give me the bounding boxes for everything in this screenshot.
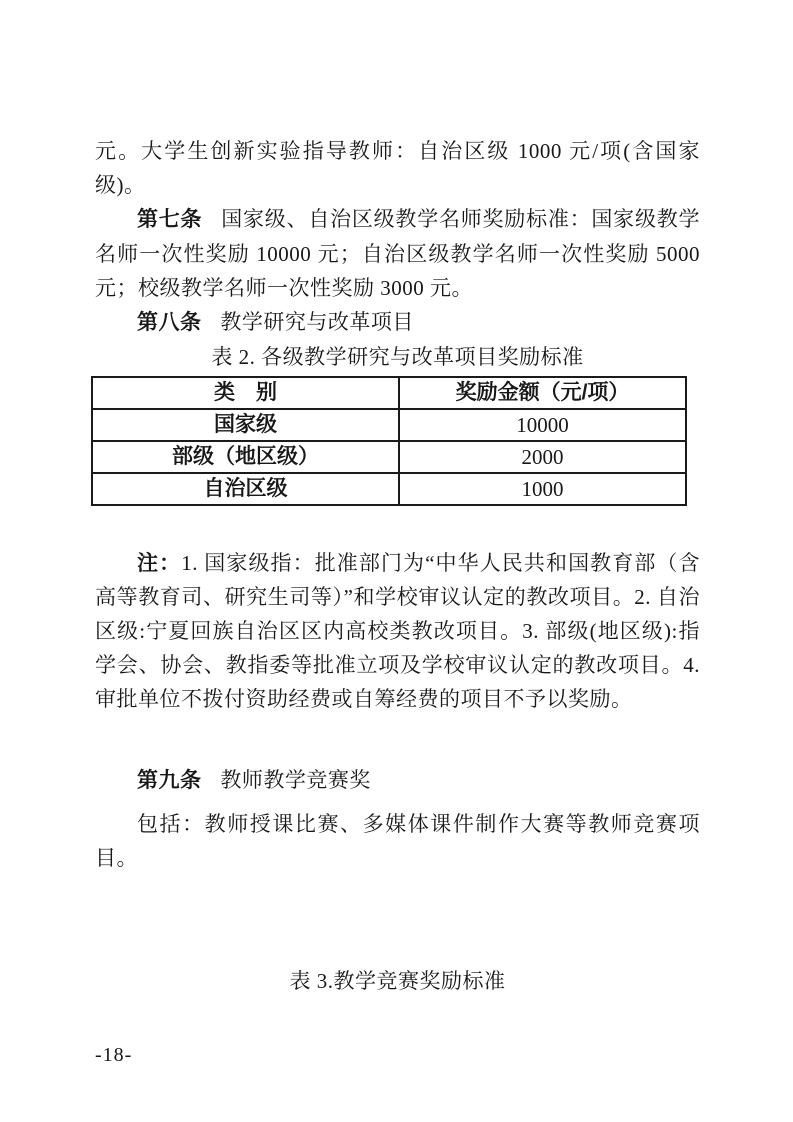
article8-text: 教学研究与改革项目 bbox=[220, 310, 414, 334]
page-number: -18- bbox=[95, 1044, 133, 1066]
paragraph-article7 bbox=[95, 202, 700, 305]
article9-text: 教师教学竞赛奖 bbox=[220, 768, 371, 792]
table2-row3-amount: 1000 bbox=[399, 473, 686, 505]
article7-text: 国家级、自治区级教学名师奖励标准：国家级教学名师一次性奖励 10000 元；自治区级教学名师一次性奖励 5000 元；校级教学名师一次性奖励 3000 元。 bbox=[95, 207, 700, 300]
table2-row3-category: 自治区级 bbox=[92, 473, 399, 505]
paragraph-article8 bbox=[95, 305, 700, 340]
paragraph-article9 bbox=[95, 763, 700, 798]
table3-caption: 表 3.教学竞赛奖励标准 bbox=[289, 969, 506, 993]
table2-row1-amount: 10000 bbox=[399, 409, 686, 441]
article9-label: 第九条 bbox=[137, 769, 202, 792]
paragraph-continuation: 元。大学生创新实验指导教师：自治区级 1000 元/项(含国家级)。 bbox=[95, 139, 700, 197]
table2-award-standards bbox=[91, 376, 687, 506]
page-content bbox=[95, 134, 700, 998]
table2-row2-category: 部级（地区级） bbox=[92, 441, 399, 473]
note-text: 1. 国家级指：批准部门为“中华人民共和国教育部（含高等教育司、研究生司等）”和学校审议认定的教改项目。2. 自治区级:宁夏回族自治区区内高校类教改项目。3. 部级(地区级):指学会、协会、教指委等批准立项及学校审议认定的教改项目。4. 审批单位不拨付资助经费或自筹经费的项目不予以奖励。 bbox=[95, 551, 701, 711]
table-row bbox=[92, 441, 686, 473]
table2-header-amount: 奖励金额（元/项） bbox=[399, 377, 686, 409]
table2-caption: 表 2. 各级教学研究与改革项目奖励标准 bbox=[211, 345, 584, 369]
table2-row2-amount: 2000 bbox=[399, 441, 686, 473]
table-row bbox=[92, 409, 686, 441]
table2-row1-category: 国家级 bbox=[92, 409, 399, 441]
table-row bbox=[92, 473, 686, 505]
article7-label: 第七条 bbox=[137, 208, 203, 231]
note-label: 注： bbox=[137, 551, 182, 575]
paragraph-include: 包括：教师授课比赛、多媒体课件制作大赛等教师竞赛项目。 bbox=[95, 812, 700, 870]
paragraph-note bbox=[95, 546, 700, 716]
article8-label: 第八条 bbox=[137, 311, 202, 334]
table-header-row bbox=[92, 377, 686, 409]
table2-header-category: 类 别 bbox=[92, 377, 399, 409]
